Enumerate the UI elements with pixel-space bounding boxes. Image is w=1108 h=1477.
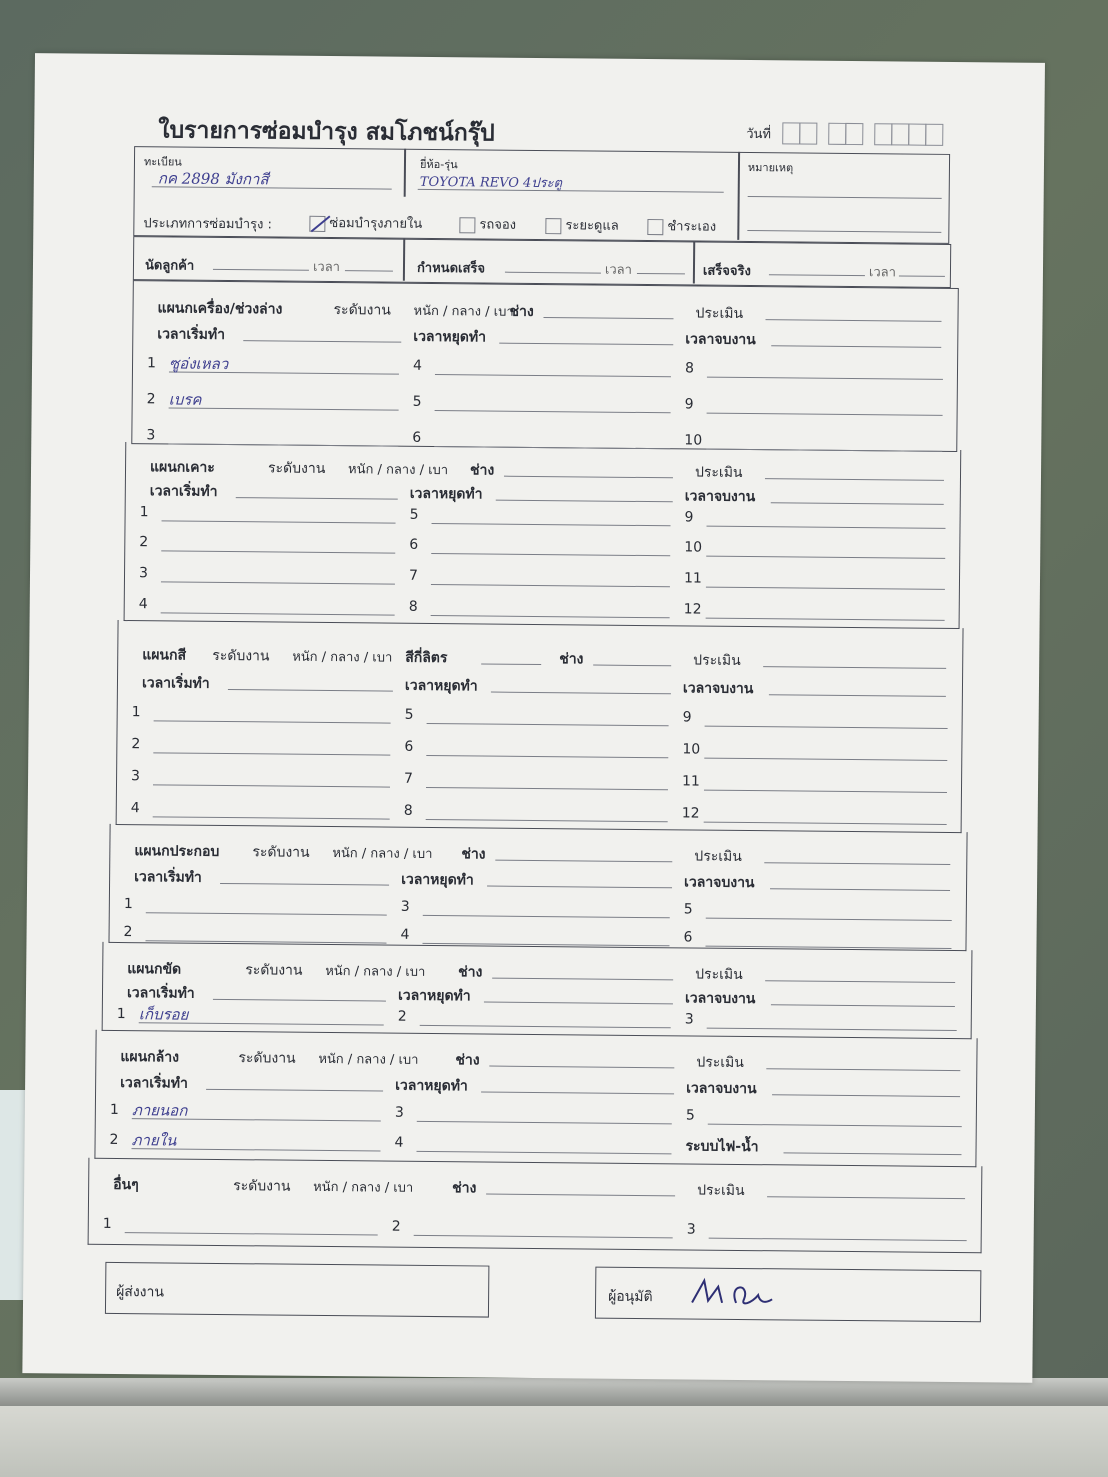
department-section <box>88 1158 983 1254</box>
row-number: 6 <box>404 738 414 755</box>
end-time-line[interactable] <box>772 1094 960 1097</box>
row-number: 7 <box>403 770 414 787</box>
entry-line[interactable] <box>161 581 395 584</box>
section-name: อื่นๆ <box>113 1176 139 1194</box>
row-number: 1 <box>116 1005 126 1023</box>
row-number: 5 <box>409 506 419 523</box>
level-label: ระดับงาน <box>212 647 270 665</box>
start-time-label: เวลาเริ่มทำ <box>126 985 195 1002</box>
start-time-line[interactable] <box>206 1089 383 1092</box>
end-time-line[interactable] <box>771 502 944 505</box>
row-number: 6 <box>409 536 419 553</box>
paint-liters-line[interactable] <box>481 663 541 665</box>
end-time-label: เวลาจบงาน <box>684 874 755 892</box>
entry-line[interactable] <box>414 1235 673 1238</box>
schedule-box <box>133 236 951 288</box>
start-time-label: เวลาเริ่มทำ <box>141 675 210 692</box>
entry-line[interactable] <box>427 723 669 726</box>
evaluation-label: ประเมิน <box>694 848 742 865</box>
entry-line[interactable] <box>709 1238 967 1241</box>
evaluation-line[interactable] <box>763 666 946 669</box>
time-label: เวลา <box>312 259 341 276</box>
level-options[interactable]: หนัก / กลาง / เบา <box>318 1051 419 1068</box>
level-label: ระดับงาน <box>333 302 391 319</box>
handwritten-entry[interactable]: ซูอ่งเหลว <box>168 354 229 374</box>
technician-label: ช่าง <box>559 651 584 668</box>
row-number: 6 <box>412 429 422 446</box>
brand-value[interactable]: TOYOTA REVO 4ประตู <box>419 174 563 192</box>
technician-line[interactable] <box>544 317 674 319</box>
entry-line[interactable] <box>154 720 391 723</box>
evaluation-line[interactable] <box>766 1068 960 1071</box>
repair-type-option[interactable] <box>545 214 619 236</box>
row-number: 1 <box>109 1101 119 1119</box>
checkbox-checked[interactable] <box>309 215 325 231</box>
row-number: 4 <box>138 596 148 613</box>
section-name: แผนกล้าง <box>120 1049 180 1066</box>
row-number: 5 <box>685 1107 695 1124</box>
entry-line[interactable] <box>426 819 668 822</box>
technician-label: ช่าง <box>458 964 483 981</box>
technician-label: ช่าง <box>455 1052 480 1069</box>
sender-label: ผู้ส่งงาน <box>116 1283 165 1301</box>
row-number: 2 <box>146 391 156 408</box>
entry-line[interactable] <box>125 1232 378 1235</box>
entry-line[interactable] <box>707 526 946 529</box>
date-label: วันที่ <box>746 126 772 142</box>
evaluation-label: ประเมิน <box>695 966 743 983</box>
entry-line[interactable] <box>706 918 952 921</box>
approver-label: ผู้อนุมัติ <box>608 1288 653 1306</box>
row-number: 10 <box>682 741 701 758</box>
department-section <box>102 942 973 1039</box>
row-number: 9 <box>684 509 694 526</box>
approver-signature <box>688 1272 778 1313</box>
entry-line[interactable] <box>707 377 943 380</box>
stop-time-label: เวลาหยุดทำ <box>395 1077 468 1095</box>
section-name: แผนกประกอบ <box>134 843 220 860</box>
entry-line[interactable] <box>420 1025 671 1028</box>
row-number: 11 <box>681 773 700 790</box>
row-number: 11 <box>683 570 702 587</box>
level-label: ระดับงาน <box>245 962 303 979</box>
technician-line[interactable] <box>486 1194 675 1197</box>
handwritten-entry[interactable]: เบรค <box>168 390 202 409</box>
end-time-label: เวลาจบงาน <box>682 680 754 698</box>
evaluation-line[interactable] <box>765 980 955 983</box>
level-options[interactable]: หนัก / กลาง / เบา <box>313 1179 414 1196</box>
start-time-label: เวลาเริ่มทำ <box>157 326 226 343</box>
date-day-boxes[interactable] <box>783 122 817 144</box>
row-number: 7 <box>408 567 419 584</box>
water-electric-label: ระบบไฟ-น้ำ <box>685 1138 759 1156</box>
section-name: แผนกขัด <box>127 961 182 978</box>
end-time-label: เวลาจบงาน <box>685 331 756 349</box>
row-number: 12 <box>681 805 700 822</box>
water-electric-line[interactable] <box>783 1152 961 1155</box>
entry-line[interactable] <box>431 553 670 556</box>
row-number: 8 <box>684 360 695 377</box>
level-label: ระดับงาน <box>267 460 326 477</box>
technician-line[interactable] <box>489 1066 674 1069</box>
row-number: 2 <box>109 1131 119 1149</box>
entry-line[interactable] <box>161 550 395 553</box>
entry-line[interactable] <box>162 520 396 523</box>
technician-label: ช่าง <box>452 1180 477 1197</box>
checkbox[interactable] <box>545 218 561 234</box>
row-number: 3 <box>146 427 156 444</box>
form-title: ใบรายการซ่อมบำรุง สมโภชน์กรุ๊ป <box>158 117 495 147</box>
repair-type-label-care: ระยะดูแล <box>565 218 619 234</box>
entry-line[interactable] <box>708 1124 962 1127</box>
row-number: 5 <box>404 706 414 723</box>
repair-form-paper <box>22 53 1045 1383</box>
section-name: แผนกเครื่อง/ช่วงล่าง <box>157 300 283 318</box>
start-time-line[interactable] <box>236 497 398 500</box>
row-number: 5 <box>412 393 422 410</box>
entry-line[interactable] <box>706 556 945 559</box>
entry-line[interactable] <box>426 755 668 758</box>
row-number: 3 <box>684 1011 694 1028</box>
row-number: 1 <box>131 704 141 721</box>
level-options[interactable]: หนัก / กลาง / เบา <box>325 963 426 980</box>
repair-type-option[interactable] <box>647 215 716 237</box>
level-label: ระดับงาน <box>238 1050 296 1067</box>
evaluation-label: ประเมิน <box>695 305 744 322</box>
row-number: 12 <box>683 601 702 618</box>
repair-type-label: ประเภทการซ่อมบำรุง : <box>143 216 273 233</box>
row-number: 6 <box>683 929 693 946</box>
end-time-label: เวลาจบงาน <box>684 488 756 506</box>
technician-line[interactable] <box>492 978 673 981</box>
department-section <box>116 620 964 833</box>
checkbox[interactable] <box>459 217 475 233</box>
level-options[interactable]: หนัก / กลาง / เบา <box>292 649 393 666</box>
department-section <box>131 280 959 452</box>
start-time-label: เวลาเริ่มทำ <box>120 1075 188 1092</box>
evaluation-line[interactable] <box>764 862 950 865</box>
handwritten-entry[interactable]: ภายนอก <box>131 1101 188 1120</box>
date-field <box>746 122 943 146</box>
technician-line[interactable] <box>593 665 671 667</box>
entry-line[interactable] <box>706 618 945 621</box>
entry-line[interactable] <box>169 407 399 410</box>
handwritten-entry[interactable]: ภายใน <box>131 1131 177 1150</box>
entry-line[interactable] <box>435 410 671 413</box>
technician-line[interactable] <box>504 476 673 479</box>
technician-line[interactable] <box>495 860 672 863</box>
level-label: ระดับงาน <box>252 844 310 861</box>
stop-time-line[interactable] <box>499 343 673 346</box>
row-number: 1 <box>146 355 157 372</box>
row-number: 4 <box>400 926 410 943</box>
date-year-boxes[interactable] <box>875 123 943 146</box>
entry-line[interactable] <box>426 787 668 790</box>
entry-line[interactable] <box>431 615 670 618</box>
registration-label: ทะเบียน <box>143 155 182 169</box>
paint-liters-label: สีกี่ลิตร <box>405 649 448 667</box>
row-number: 3 <box>131 768 141 785</box>
row-number: 3 <box>394 1104 404 1121</box>
start-time-label: เวลาเริ่มทำ <box>134 869 202 886</box>
row-number: 2 <box>139 534 149 551</box>
repair-type-label-reserved: รถจอง <box>479 217 517 233</box>
row-number: 1 <box>123 896 133 913</box>
approver-signature-box[interactable] <box>595 1267 981 1323</box>
brand-label: ยี่ห้อ-รุ่น <box>419 157 458 172</box>
row-number: 10 <box>684 432 703 449</box>
entry-line[interactable] <box>705 726 948 729</box>
level-options[interactable]: หนัก / กลาง / เบา <box>413 303 514 320</box>
start-time-line[interactable] <box>243 340 401 343</box>
evaluation-label: ประเมิน <box>694 464 743 481</box>
entry-line[interactable] <box>153 784 390 787</box>
stop-time-line[interactable] <box>496 500 673 503</box>
entry-line[interactable] <box>432 523 671 526</box>
section-name: แผนกสี <box>142 647 187 664</box>
row-number: 2 <box>123 924 133 941</box>
stop-time-label: เวลาหยุดทำ <box>409 485 483 503</box>
row-number: 4 <box>130 800 140 817</box>
floor <box>0 1406 1108 1477</box>
row-number: 2 <box>397 1008 407 1025</box>
stop-time-label: เวลาหยุดทำ <box>401 871 474 889</box>
department-section <box>94 1030 977 1167</box>
start-time-line[interactable] <box>228 689 393 692</box>
technician-label: ช่าง <box>469 462 495 479</box>
row-number: 4 <box>412 357 423 374</box>
row-number: 1 <box>102 1215 112 1232</box>
entry-line[interactable] <box>706 587 945 590</box>
row-number: 9 <box>684 396 694 413</box>
entry-line[interactable] <box>707 1028 957 1031</box>
sender-signature-box[interactable] <box>105 1262 489 1318</box>
evaluation-line[interactable] <box>765 319 941 322</box>
stop-time-line[interactable] <box>484 1002 673 1005</box>
date-month-boxes[interactable] <box>829 123 863 145</box>
department-section <box>108 824 967 951</box>
entry-line[interactable] <box>161 612 395 615</box>
end-time-label: เวลาจบงาน <box>684 990 756 1008</box>
end-time-line[interactable] <box>771 1004 955 1007</box>
end-time-line[interactable] <box>771 345 941 348</box>
repair-type-option[interactable] <box>309 212 422 234</box>
remark-label: หมายเหตุ <box>747 161 794 175</box>
appointment-label: นัดลูกค้า <box>144 258 195 274</box>
finished-label: เสร็จจริง <box>702 263 751 280</box>
repair-type-option[interactable] <box>459 213 516 235</box>
row-number: 4 <box>394 1134 404 1151</box>
evaluation-line[interactable] <box>765 478 944 481</box>
row-number: 10 <box>684 539 703 556</box>
row-number: 8 <box>403 802 413 819</box>
end-time-label: เวลาจบงาน <box>686 1080 757 1098</box>
technician-label: ช่าง <box>461 846 486 863</box>
entry-line[interactable] <box>704 822 947 825</box>
entry-line[interactable] <box>146 912 387 915</box>
time-label: เวลา <box>604 262 633 278</box>
start-time-line[interactable] <box>213 999 386 1002</box>
level-options[interactable]: หนัก / กลาง / เบา <box>332 846 433 863</box>
entry-line[interactable] <box>704 758 947 761</box>
end-time-line[interactable] <box>770 888 950 891</box>
stop-time-label: เวลาหยุดทำ <box>397 987 471 1005</box>
row-number: 2 <box>131 736 141 753</box>
entry-line[interactable] <box>153 752 390 755</box>
due-label: กำหนดเสร็จ <box>416 260 486 277</box>
stop-time-line[interactable] <box>491 692 671 695</box>
entry-line[interactable] <box>153 816 390 819</box>
registration-value[interactable]: กค 2898 มังกาสี <box>157 169 269 189</box>
row-number: 8 <box>408 598 418 615</box>
start-time-label: เวลาเริ่มทำ <box>149 483 218 500</box>
evaluation-label: ประเมิน <box>697 1182 745 1200</box>
row-number: 3 <box>138 565 149 582</box>
row-number: 5 <box>683 901 693 918</box>
checkbox[interactable] <box>647 219 663 235</box>
desk-edge <box>0 1378 1108 1406</box>
row-number: 3 <box>686 1221 696 1238</box>
row-number: 1 <box>139 504 149 521</box>
repair-type-label-internal: ซ่อมบำรุงภายใน <box>329 215 423 232</box>
entry-line[interactable] <box>435 374 671 377</box>
row-number: 9 <box>682 709 692 726</box>
evaluation-line[interactable] <box>767 1196 965 1199</box>
department-section <box>124 442 962 629</box>
start-time-line[interactable] <box>220 883 389 886</box>
entry-line[interactable] <box>416 1151 671 1154</box>
entry-line[interactable] <box>423 915 670 918</box>
stop-time-label: เวลาหยุดทำ <box>413 328 487 346</box>
evaluation-label: ประเมิน <box>693 652 741 669</box>
stop-time-label: เวลาหยุดทำ <box>404 677 478 695</box>
stop-time-line[interactable] <box>487 886 672 889</box>
row-number: 2 <box>391 1218 401 1235</box>
repair-type-label-self-pay: ชำระเอง <box>667 219 717 235</box>
entry-line[interactable] <box>431 584 670 587</box>
entry-line[interactable] <box>707 413 943 416</box>
level-label: ระดับงาน <box>233 1178 291 1195</box>
time-label: เวลา <box>868 265 897 281</box>
row-number: 3 <box>400 898 410 915</box>
level-options[interactable]: หนัก / กลาง / เบา <box>347 462 449 479</box>
handwritten-entry[interactable]: เก็บรอย <box>138 1005 189 1024</box>
entry-line[interactable] <box>417 1121 672 1124</box>
entry-line[interactable] <box>704 790 947 793</box>
technician-label: ช่าง <box>509 303 534 320</box>
end-time-line[interactable] <box>769 694 946 697</box>
stop-time-line[interactable] <box>481 1091 674 1094</box>
evaluation-label: ประเมิน <box>696 1054 744 1072</box>
section-name: แผนกเคาะ <box>149 459 215 476</box>
